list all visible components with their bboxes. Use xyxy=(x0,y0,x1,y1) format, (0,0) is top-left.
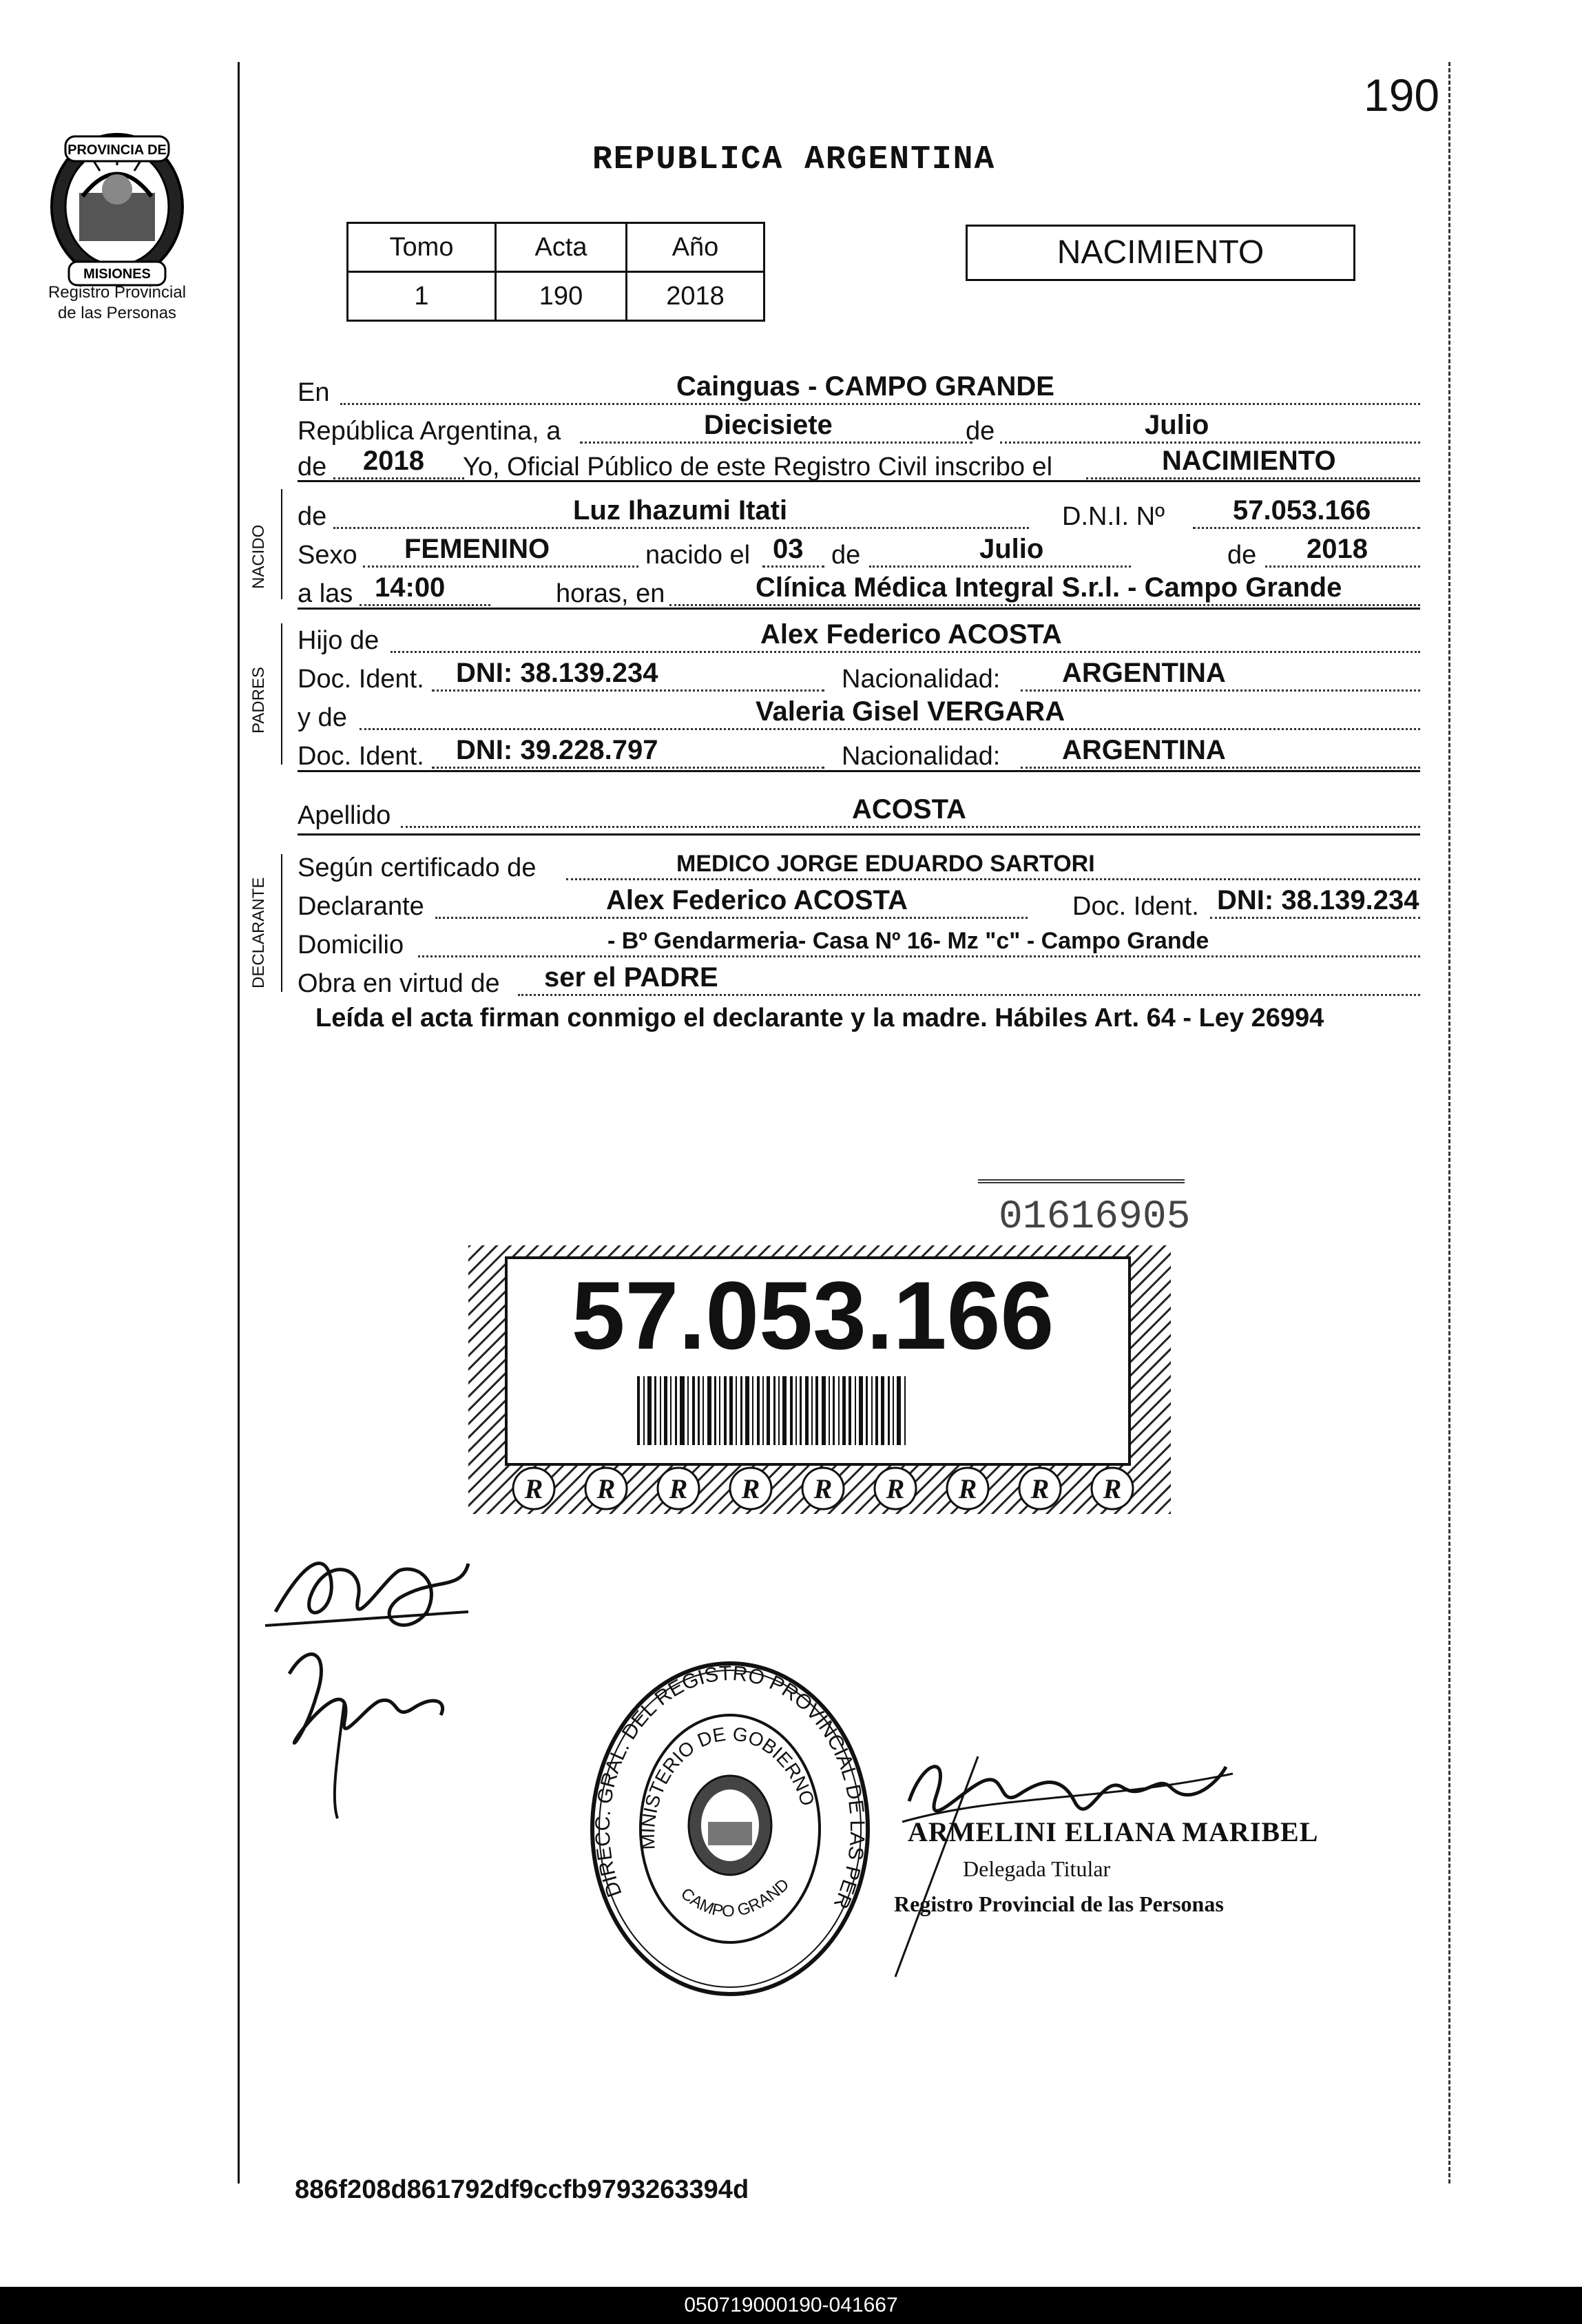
closing-note: Leída el acta firman conmigo el declarante y la madre. Hábiles Art. 64 - Ley 26994 xyxy=(315,1004,1324,1033)
barcode-bar xyxy=(647,1376,652,1445)
barcode-bar xyxy=(664,1376,667,1445)
sticker-r-pattern xyxy=(513,1468,1133,1509)
value-year: 2018 xyxy=(363,446,424,476)
r-mark: R xyxy=(958,1473,977,1504)
label-certificado: Según certificado de xyxy=(298,853,537,882)
fill-hour xyxy=(360,604,490,606)
barcode-bar xyxy=(897,1376,901,1445)
label-de-name: de xyxy=(298,502,327,531)
label-de-birth-month: de xyxy=(831,541,861,570)
label-republica: República Argentina, a xyxy=(298,417,561,446)
label-de-year: de xyxy=(298,453,327,481)
registrar-title: Delegada Titular xyxy=(963,1856,1111,1881)
nacido-rule xyxy=(298,608,1420,610)
section-padres-label: PADRES xyxy=(249,667,268,734)
barcode-bar xyxy=(643,1376,645,1445)
r-mark: R xyxy=(813,1473,833,1504)
label-de-birth-year: de xyxy=(1227,541,1257,570)
header-anio: Año xyxy=(627,223,764,272)
label-horas-en: horas, en xyxy=(556,579,665,608)
label-obra: Obra en virtud de xyxy=(298,969,500,998)
document-hash: 886f208d861792df9ccfb9793263394d xyxy=(295,2175,749,2204)
barcode-bar xyxy=(637,1376,640,1445)
fill-obra xyxy=(518,994,1420,996)
country-title: REPUBLICA ARGENTINA xyxy=(592,141,996,178)
left-margin-rule xyxy=(238,62,240,2183)
r-mark: R xyxy=(524,1473,543,1504)
label-apellido: Apellido xyxy=(298,801,391,830)
barcode-bar xyxy=(724,1376,727,1445)
row-domicilio xyxy=(298,919,1420,960)
registry-line-2: de las Personas xyxy=(57,304,177,322)
barcode-bar xyxy=(714,1376,716,1445)
r-mark: R xyxy=(1103,1473,1122,1504)
barcode-bar xyxy=(752,1376,753,1445)
heading-rule xyxy=(298,480,1420,482)
barcode-bar xyxy=(702,1376,704,1445)
nacido-bracket xyxy=(281,489,282,599)
value-anio: 2018 xyxy=(627,272,764,321)
barcode-bar xyxy=(838,1376,840,1445)
page-number: 190 xyxy=(1364,70,1440,121)
record-type-box: NACIMIENTO xyxy=(966,225,1355,281)
registrar-name: ARMELINI ELIANA MARIBEL xyxy=(908,1816,1319,1847)
barcode-bar xyxy=(875,1376,878,1445)
barcode-bar xyxy=(795,1376,797,1445)
value-mother-nat: ARGENTINA xyxy=(1062,735,1226,765)
barcode-bar xyxy=(654,1376,656,1445)
row-apellido xyxy=(298,789,1420,831)
barcode-bar xyxy=(675,1376,677,1445)
sticker-serial: 01616905 xyxy=(999,1195,1191,1240)
value-acta: 190 xyxy=(496,272,627,321)
fill-place xyxy=(669,604,1420,606)
value-tomo: 1 xyxy=(348,272,496,321)
barcode-bar xyxy=(767,1376,770,1445)
label-sexo: Sexo xyxy=(298,541,357,570)
fill-year xyxy=(333,477,464,479)
label-nac-father: Nacionalidad: xyxy=(842,665,1001,694)
serial-rule xyxy=(978,1179,1185,1183)
header-acta: Acta xyxy=(496,223,627,272)
r-mark: R xyxy=(1030,1473,1050,1504)
value-mother-doc: DNI: 39.228.797 xyxy=(456,735,658,765)
declarante-bracket xyxy=(281,854,282,992)
label-yo: Yo, Oficial Público de este Registro Civil inscribo el xyxy=(463,453,1053,481)
right-margin-rule xyxy=(1448,62,1450,2183)
row-father xyxy=(298,614,1420,656)
registry-label xyxy=(21,282,214,324)
row-year xyxy=(298,441,1420,482)
section-declarante-label: DECLARANTE xyxy=(249,877,268,988)
barcode-bar xyxy=(680,1376,685,1445)
barcode-bar xyxy=(745,1376,749,1445)
sticker-number: 57.053.166 xyxy=(571,1261,1054,1369)
barcode-bar xyxy=(740,1376,742,1445)
value-father-nat: ARGENTINA xyxy=(1062,658,1226,688)
value-domicilio: - Bº Gendarmeria- Casa Nº 16- Mz "c" - Campo Grande xyxy=(607,928,1209,954)
row-father-doc xyxy=(298,653,1420,694)
fill-mother-nat xyxy=(1021,767,1420,769)
value-month: Julio xyxy=(1145,410,1209,440)
row-certificado xyxy=(298,842,1420,883)
label-de-month: de xyxy=(966,417,995,446)
label-declarante: Declarante xyxy=(298,892,424,921)
barcode-bar xyxy=(757,1376,760,1445)
barcode-bar xyxy=(842,1376,846,1445)
label-doc-mother: Doc. Ident. xyxy=(298,742,424,771)
label-a-las: a las xyxy=(298,579,353,608)
value-inscribo: NACIMIENTO xyxy=(1162,446,1336,476)
barcode-bar xyxy=(855,1376,856,1445)
label-nac-mother: Nacionalidad: xyxy=(842,742,1001,771)
seal-outer-text: DIRECC. GRAL. DEL REGISTRO PROVINCIAL DE LAS PER xyxy=(591,1661,869,1913)
row-obra xyxy=(298,957,1420,999)
logo-bottom-text: MISIONES xyxy=(83,267,151,282)
fill-mother-doc xyxy=(432,767,824,769)
value-hour: 14:00 xyxy=(375,572,446,603)
label-doc-father: Doc. Ident. xyxy=(298,665,424,694)
official-seal xyxy=(585,1657,875,2004)
value-child-name: Luz Ihazumi Itati xyxy=(573,495,788,526)
barcode-bar xyxy=(687,1376,689,1445)
fill-apellido xyxy=(401,826,1420,828)
value-father-name: Alex Federico ACOSTA xyxy=(760,619,1062,650)
barcode-bar xyxy=(736,1376,737,1445)
value-birth-month: Julio xyxy=(979,534,1044,564)
barcode-bar xyxy=(893,1376,894,1445)
signature-slash xyxy=(888,1750,985,1987)
label-domicilio: Domicilio xyxy=(298,931,404,959)
value-certificado: MEDICO JORGE EDUARDO SARTORI xyxy=(676,851,1095,877)
barcode-bar xyxy=(670,1376,672,1445)
barcode-bar xyxy=(778,1376,780,1445)
value-sexo: FEMENINO xyxy=(404,534,550,564)
fill-inscribo xyxy=(1086,477,1420,479)
barcode-bar xyxy=(660,1376,661,1445)
r-mark: R xyxy=(886,1473,905,1504)
value-father-doc: DNI: 38.139.234 xyxy=(456,658,658,688)
value-mother-name: Valeria Gisel VERGARA xyxy=(756,696,1065,727)
row-en xyxy=(298,366,1420,408)
barcode-bar xyxy=(811,1376,813,1445)
label-y-de: y de xyxy=(298,703,347,732)
row-sexo xyxy=(298,529,1420,570)
registry-line-1: Registro Provincial xyxy=(48,283,187,302)
apellido-rule xyxy=(298,833,1420,836)
label-dni: D.N.I. Nº xyxy=(1062,502,1165,531)
identity-number-sticker xyxy=(468,1245,1171,1514)
barcode-bar xyxy=(829,1376,830,1445)
logo-top-text: PROVINCIA DE xyxy=(67,143,167,158)
barcode-bar xyxy=(888,1376,890,1445)
barcode-bar xyxy=(904,1376,906,1445)
label-en: En xyxy=(298,378,330,407)
value-birth-year: 2018 xyxy=(1307,534,1368,564)
barcode-bar xyxy=(692,1376,695,1445)
barcode-bar xyxy=(729,1376,733,1445)
barcode-bar xyxy=(881,1376,884,1445)
barcode-bar xyxy=(866,1376,868,1445)
row-hour xyxy=(298,568,1420,609)
row-name xyxy=(298,490,1420,532)
barcode-bar xyxy=(815,1376,818,1445)
barcode-bar xyxy=(790,1376,793,1445)
r-mark: R xyxy=(596,1473,616,1504)
barcode-bar xyxy=(849,1376,851,1445)
declarant-signature xyxy=(262,1536,489,1829)
value-birth-place: Clínica Médica Integral S.r.l. - Campo Grande xyxy=(756,572,1342,603)
value-day: Diecisiete xyxy=(704,410,833,440)
padres-bracket xyxy=(281,623,282,765)
label-doc-declarante: Doc. Ident. xyxy=(1072,892,1199,921)
footer-code-bar: 050719000190-041667 xyxy=(0,2287,1582,2324)
seal-bottom-text: CAMPO GRAND xyxy=(677,1875,793,1921)
record-table xyxy=(346,222,765,322)
barcode-bar xyxy=(805,1376,809,1445)
value-place-registry: Cainguas - CAMPO GRANDE xyxy=(676,371,1054,402)
row-declarante xyxy=(298,880,1420,922)
value-declarante: Alex Federico ACOSTA xyxy=(606,885,908,915)
barcode-bar xyxy=(822,1376,826,1445)
section-nacido-label: NACIDO xyxy=(249,524,268,589)
label-nacido-el: nacido el xyxy=(645,541,751,570)
barcode-bar xyxy=(719,1376,720,1445)
barcode-bar xyxy=(833,1376,835,1445)
value-apellido: ACOSTA xyxy=(852,794,966,824)
barcode-bar xyxy=(782,1376,787,1445)
value-obra: ser el PADRE xyxy=(544,962,718,993)
barcode-bar xyxy=(762,1376,764,1445)
row-republica xyxy=(298,405,1420,446)
barcode-bar xyxy=(871,1376,873,1445)
seal-inner-text: MINISTERIO DE GOBIERNO xyxy=(636,1723,819,1851)
barcode-bar xyxy=(707,1376,711,1445)
row-mother-doc xyxy=(298,730,1420,771)
value-dni: 57.053.166 xyxy=(1233,495,1371,526)
row-mother xyxy=(298,692,1420,733)
value-birth-day: 03 xyxy=(773,534,804,564)
r-mark: R xyxy=(741,1473,760,1504)
r-mark: R xyxy=(669,1473,688,1504)
registrar-office: Registro Provincial de las Personas xyxy=(894,1891,1224,1916)
padres-rule xyxy=(298,770,1420,772)
barcode-bar xyxy=(773,1376,776,1445)
barcode-bar xyxy=(698,1376,700,1445)
label-hijo-de: Hijo de xyxy=(298,626,379,655)
value-declarante-doc: DNI: 38.139.234 xyxy=(1217,885,1419,915)
header-tomo: Tomo xyxy=(348,223,496,272)
barcode-bar xyxy=(859,1376,863,1445)
barcode-bar xyxy=(800,1376,802,1445)
